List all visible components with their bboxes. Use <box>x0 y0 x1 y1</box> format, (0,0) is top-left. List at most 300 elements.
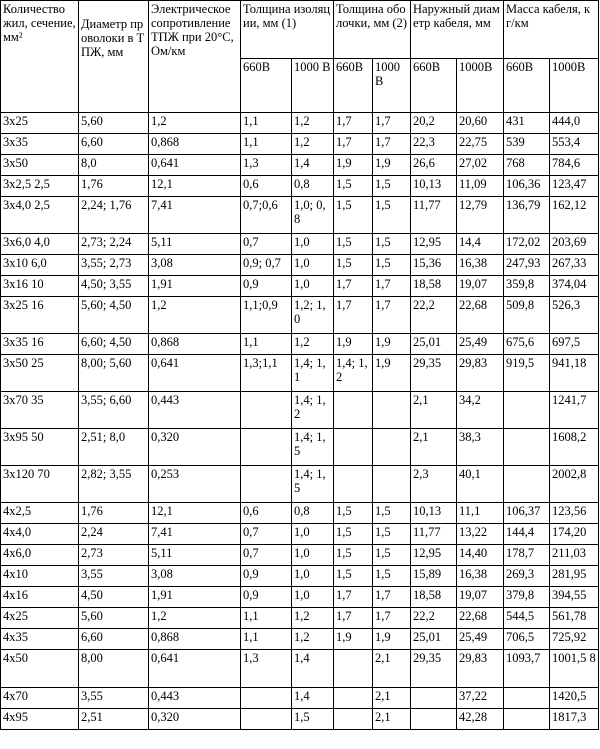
table-cell <box>334 429 373 466</box>
table-cell: 3,55 <box>79 688 149 709</box>
table-cell: 1,5 <box>373 524 411 545</box>
table-cell: 27,02 <box>457 155 504 176</box>
table-cell: 25,49 <box>457 629 504 650</box>
table-cell: 2,51; 8,0 <box>79 429 149 466</box>
table-cell: 14,4 <box>457 234 504 255</box>
table-cell <box>334 709 373 730</box>
table-cell <box>241 392 292 429</box>
table-row <box>1 545 599 566</box>
table-cell: 1,7 <box>334 134 373 155</box>
table-cell: 4х2,5 <box>1 503 79 524</box>
table-row <box>1 255 599 276</box>
table-cell: 3х35 <box>1 134 79 155</box>
table-cell: 269,3 <box>504 566 550 587</box>
table-cell: 1,4 <box>292 688 334 709</box>
table-row <box>1 134 599 155</box>
table-cell: 3х6,0 4,0 <box>1 234 79 255</box>
table-cell: 1,9 <box>373 355 411 392</box>
table-cell: 1,5 <box>334 566 373 587</box>
header-count-section: Количество жил, сечение, мм² <box>1 1 79 113</box>
table-cell: 11,77 <box>411 524 457 545</box>
table-cell: 2,1 <box>373 688 411 709</box>
table-cell: 10,13 <box>411 503 457 524</box>
table-cell: 539 <box>504 134 550 155</box>
table-cell: 4х70 <box>1 688 79 709</box>
table-cell: 1,3 <box>241 155 292 176</box>
table-cell: 1,7 <box>334 276 373 297</box>
table-cell: 34,2 <box>457 392 504 429</box>
table-cell: 675,6 <box>504 334 550 355</box>
table-cell: 2,24 <box>79 524 149 545</box>
table-cell: 1,2 <box>149 297 241 334</box>
table-cell: 22,2 <box>411 608 457 629</box>
table-cell: 1,91 <box>149 276 241 297</box>
subheader-mass-660v: 660В <box>504 59 550 113</box>
subheader-diameter-1000v: 1000В <box>457 59 504 113</box>
table-row <box>1 429 599 466</box>
table-cell: 29,83 <box>457 355 504 392</box>
table-cell: 267,33 <box>550 255 599 276</box>
table-cell: 0,9 <box>241 566 292 587</box>
table-cell: 1,4; 1,5 <box>292 466 334 503</box>
table-cell: 0,8 <box>292 176 334 197</box>
table-cell <box>504 466 550 503</box>
table-cell: 1,7 <box>334 608 373 629</box>
table-cell: 5,60; 4,50 <box>79 297 149 334</box>
table-cell: 0,253 <box>149 466 241 503</box>
table-cell: 1420,5 <box>550 688 599 709</box>
table-cell: 162,12 <box>550 197 599 234</box>
table-cell: 2002,8 <box>550 466 599 503</box>
table-cell: 1,4; 1,5 <box>292 429 334 466</box>
table-cell <box>504 688 550 709</box>
table-cell: 1,2 <box>292 608 334 629</box>
table-cell: 1,0 <box>292 255 334 276</box>
table-cell: 1,7 <box>334 587 373 608</box>
table-cell: 4х25 <box>1 608 79 629</box>
table-cell: 0,443 <box>149 688 241 709</box>
table-cell: 0,868 <box>149 334 241 355</box>
table-cell: 1,4; 1,2 <box>334 355 373 392</box>
table-cell: 768 <box>504 155 550 176</box>
table-cell: 22,68 <box>457 608 504 629</box>
table-cell: 1,5 <box>334 545 373 566</box>
table-cell <box>373 392 411 429</box>
table-cell: 8,00 <box>79 650 149 688</box>
table-cell: 1241,7 <box>550 392 599 429</box>
table-row <box>1 709 599 730</box>
table-cell: 2,82; 3,55 <box>79 466 149 503</box>
table-cell: 12,95 <box>411 545 457 566</box>
table-cell: 144,4 <box>504 524 550 545</box>
table-cell: 4х35 <box>1 629 79 650</box>
table-cell: 3,55; 6,60 <box>79 392 149 429</box>
table-cell: 1,5 <box>334 197 373 234</box>
table-row <box>1 392 599 429</box>
table-cell: 1,9 <box>373 629 411 650</box>
table-cell: 2,1 <box>373 709 411 730</box>
table-row <box>1 276 599 297</box>
table-cell <box>334 688 373 709</box>
table-cell: 1,9 <box>334 155 373 176</box>
table-row <box>1 197 599 234</box>
table-cell: 7,41 <box>149 524 241 545</box>
table-cell: 5,60 <box>79 608 149 629</box>
table-cell: 1,5 <box>373 255 411 276</box>
table-cell: 11,1 <box>457 503 504 524</box>
table-cell: 16,38 <box>457 566 504 587</box>
cable-spec-rows <box>1 113 599 730</box>
table-row <box>1 176 599 197</box>
table-cell: 3х25 16 <box>1 297 79 334</box>
table-cell <box>334 650 373 688</box>
table-cell: 1,0; 0,8 <box>292 197 334 234</box>
table-cell: 203,69 <box>550 234 599 255</box>
header-mass: Масса кабеля, кг/км <box>504 1 599 59</box>
table-cell: 12,1 <box>149 176 241 197</box>
table-cell: 725,92 <box>550 629 599 650</box>
table-cell: 0,868 <box>149 629 241 650</box>
table-cell: 1,7 <box>334 297 373 334</box>
table-cell: 0,641 <box>149 650 241 688</box>
table-cell: 281,95 <box>550 566 599 587</box>
table-cell: 526,3 <box>550 297 599 334</box>
table-cell: 5,11 <box>149 234 241 255</box>
table-cell: 1001,5 8 <box>550 650 599 688</box>
table-cell: 1,3 <box>241 650 292 688</box>
table-cell: 1093,7 <box>504 650 550 688</box>
table-cell: 1,4 <box>292 155 334 176</box>
table-cell: 8,0 <box>79 155 149 176</box>
table-cell: 22,68 <box>457 297 504 334</box>
table-cell: 11,77 <box>411 197 457 234</box>
table-cell: 1,1 <box>241 134 292 155</box>
table-cell: 6,60 <box>79 629 149 650</box>
table-cell: 37,22 <box>457 688 504 709</box>
table-cell: 1,2 <box>292 334 334 355</box>
table-cell: 0,7 <box>241 234 292 255</box>
table-cell: 0,443 <box>149 392 241 429</box>
table-cell: 29,35 <box>411 650 457 688</box>
table-cell: 14,40 <box>457 545 504 566</box>
table-cell: 18,58 <box>411 587 457 608</box>
table-cell: 359,8 <box>504 276 550 297</box>
table-cell: 20,2 <box>411 113 457 134</box>
table-cell: 0,320 <box>149 709 241 730</box>
table-cell: 40,1 <box>457 466 504 503</box>
table-cell: 0,7;0,6 <box>241 197 292 234</box>
table-cell: 25,01 <box>411 629 457 650</box>
table-row <box>1 234 599 255</box>
table-cell: 1,2 <box>149 113 241 134</box>
table-cell: 2,24; 1,76 <box>79 197 149 234</box>
table-cell: 19,07 <box>457 276 504 297</box>
table-cell: 12,1 <box>149 503 241 524</box>
table-cell: 379,8 <box>504 587 550 608</box>
subheader-sheath-660v: 660В <box>334 59 373 113</box>
table-cell: 1,9 <box>334 629 373 650</box>
table-row <box>1 503 599 524</box>
table-cell: 1,9 <box>334 334 373 355</box>
table-cell: 1608,2 <box>550 429 599 466</box>
table-cell: 0,8 <box>292 503 334 524</box>
table-cell <box>504 392 550 429</box>
table-cell: 26,6 <box>411 155 457 176</box>
table-cell: 1,2 <box>292 134 334 155</box>
table-cell: 123,47 <box>550 176 599 197</box>
header-outer-diameter: Наружный диаметр кабеля, мм <box>411 1 504 59</box>
header-insulation: Толщина изоляции, мм (1) <box>241 1 334 59</box>
table-row <box>1 355 599 392</box>
table-cell: 1,5 <box>292 709 334 730</box>
table-cell: 0,9; 0,7 <box>241 255 292 276</box>
table-cell: 1,7 <box>373 113 411 134</box>
table-cell: 25,01 <box>411 334 457 355</box>
table-cell <box>504 709 550 730</box>
table-cell: 211,03 <box>550 545 599 566</box>
table-cell: 1,5 <box>373 545 411 566</box>
table-row <box>1 113 599 134</box>
table-cell <box>241 688 292 709</box>
table-row <box>1 629 599 650</box>
table-cell: 1,0 <box>292 587 334 608</box>
table-cell <box>241 466 292 503</box>
table-cell: 20,60 <box>457 113 504 134</box>
table-cell: 4,50 <box>79 587 149 608</box>
table-cell: 1,7 <box>373 134 411 155</box>
table-cell: 1,7 <box>373 297 411 334</box>
table-cell: 178,7 <box>504 545 550 566</box>
table-cell: 4х50 <box>1 650 79 688</box>
table-row <box>1 466 599 503</box>
subheader-insulation-1000v: 1000 В <box>292 59 334 113</box>
table-cell: 2,73; 2,24 <box>79 234 149 255</box>
table-cell: 4х16 <box>1 587 79 608</box>
table-cell: 1,1 <box>241 608 292 629</box>
table-cell: 29,83 <box>457 650 504 688</box>
table-cell: 1,0 <box>292 276 334 297</box>
subheader-mass-1000v: 1000В <box>550 59 599 113</box>
table-cell: 1,7 <box>373 608 411 629</box>
table-cell: 3х10 6,0 <box>1 255 79 276</box>
table-cell: 29,35 <box>411 355 457 392</box>
table-cell: 11,09 <box>457 176 504 197</box>
table-cell: 1,2 <box>292 629 334 650</box>
table-cell: 1,7 <box>373 276 411 297</box>
table-cell: 1,5 <box>334 255 373 276</box>
table-cell: 42,28 <box>457 709 504 730</box>
table-cell: 1,2 <box>292 113 334 134</box>
table-cell: 1,5 <box>334 524 373 545</box>
table-cell <box>241 709 292 730</box>
table-cell: 22,75 <box>457 134 504 155</box>
table-cell: 3х50 <box>1 155 79 176</box>
table-cell: 1,0 <box>292 234 334 255</box>
table-cell: 7,41 <box>149 197 241 234</box>
table-row <box>1 688 599 709</box>
table-cell: 106,37 <box>504 503 550 524</box>
table-row <box>1 587 599 608</box>
table-cell: 1,0 <box>292 566 334 587</box>
table-cell: 247,93 <box>504 255 550 276</box>
table-cell: 4,50; 3,55 <box>79 276 149 297</box>
header-wire-diameter: Диаметр проволоки в ТПЖ, мм <box>79 1 149 113</box>
header-sheath: Толщина оболочки, мм (2) <box>334 1 411 59</box>
table-row <box>1 155 599 176</box>
table-cell: 919,5 <box>504 355 550 392</box>
table-cell: 0,7 <box>241 545 292 566</box>
table-cell: 1,5 <box>373 176 411 197</box>
table-cell: 1,1;0,9 <box>241 297 292 334</box>
table-cell: 1,3;1,1 <box>241 355 292 392</box>
header-resistance: Электрическое сопротивление ТПЖ при 20°С, Ом/км <box>149 1 241 113</box>
table-cell <box>411 709 457 730</box>
table-cell: 15,89 <box>411 566 457 587</box>
table-cell: 1,2 <box>149 608 241 629</box>
table-cell <box>334 392 373 429</box>
table-cell: 3х50 25 <box>1 355 79 392</box>
table-row <box>1 297 599 334</box>
table-cell: 374,04 <box>550 276 599 297</box>
table-cell: 561,78 <box>550 608 599 629</box>
table-cell: 3х4,0 2,5 <box>1 197 79 234</box>
table-cell: 1,4; 1,2 <box>292 392 334 429</box>
table-cell: 394,55 <box>550 587 599 608</box>
table-cell: 2,1 <box>411 429 457 466</box>
table-cell: 3х120 70 <box>1 466 79 503</box>
table-cell: 1,5 <box>334 234 373 255</box>
table-cell: 13,22 <box>457 524 504 545</box>
table-cell: 12,95 <box>411 234 457 255</box>
table-cell: 4х10 <box>1 566 79 587</box>
table-cell: 4х6,0 <box>1 545 79 566</box>
table-cell: 1,1 <box>241 334 292 355</box>
table-cell: 0,320 <box>149 429 241 466</box>
table-cell: 1,0 <box>292 545 334 566</box>
table-cell: 3х35 16 <box>1 334 79 355</box>
table-cell: 509,8 <box>504 297 550 334</box>
table-row <box>1 334 599 355</box>
table-cell: 3х70 35 <box>1 392 79 429</box>
table-cell <box>334 466 373 503</box>
table-cell: 544,5 <box>504 608 550 629</box>
table-cell: 2,3 <box>411 466 457 503</box>
table-cell: 1,9 <box>373 334 411 355</box>
table-cell: 4х95 <box>1 709 79 730</box>
table-cell: 431 <box>504 113 550 134</box>
table-cell: 1817,3 <box>550 709 599 730</box>
table-cell: 1,5 <box>334 176 373 197</box>
table-cell: 1,7 <box>334 113 373 134</box>
table-cell: 697,5 <box>550 334 599 355</box>
table-cell: 12,79 <box>457 197 504 234</box>
table-cell: 706,5 <box>504 629 550 650</box>
table-cell: 3,08 <box>149 255 241 276</box>
table-cell: 22,2 <box>411 297 457 334</box>
table-cell: 1,1 <box>241 113 292 134</box>
table-cell: 1,76 <box>79 503 149 524</box>
table-row <box>1 566 599 587</box>
table-cell: 174,20 <box>550 524 599 545</box>
table-cell: 0,9 <box>241 587 292 608</box>
table-cell: 0,868 <box>149 134 241 155</box>
subheader-sheath-1000v: 1000 В <box>373 59 411 113</box>
table-cell: 1,4 <box>292 650 334 688</box>
table-cell: 19,07 <box>457 587 504 608</box>
table-cell: 0,6 <box>241 503 292 524</box>
table-cell <box>411 688 457 709</box>
table-cell: 136,79 <box>504 197 550 234</box>
table-cell: 2,73 <box>79 545 149 566</box>
table-cell: 1,76 <box>79 176 149 197</box>
table-cell: 3,08 <box>149 566 241 587</box>
table-row <box>1 650 599 688</box>
subheader-insulation-660v: 660В <box>241 59 292 113</box>
table-cell: 2,51 <box>79 709 149 730</box>
table-cell: 3,55; 2,73 <box>79 255 149 276</box>
table-cell: 3,55 <box>79 566 149 587</box>
table-cell: 553,4 <box>550 134 599 155</box>
table-cell: 22,3 <box>411 134 457 155</box>
table-cell: 1,91 <box>149 587 241 608</box>
table-cell: 15,36 <box>411 255 457 276</box>
table-cell: 1,1 <box>241 629 292 650</box>
table-cell: 18,58 <box>411 276 457 297</box>
table-cell: 3х25 <box>1 113 79 134</box>
table-cell: 0,9 <box>241 276 292 297</box>
subheader-diameter-660v: 660В <box>411 59 457 113</box>
table-cell: 3х95 50 <box>1 429 79 466</box>
table-cell: 0,641 <box>149 355 241 392</box>
table-cell: 16,38 <box>457 255 504 276</box>
table-cell: 1,7 <box>373 587 411 608</box>
table-cell: 2,1 <box>411 392 457 429</box>
table-cell: 3х2,5 2,5 <box>1 176 79 197</box>
table-cell: 1,4; 1,1 <box>292 355 334 392</box>
table-cell: 1,5 <box>373 503 411 524</box>
table-cell: 172,02 <box>504 234 550 255</box>
table-cell: 1,2; 1,0 <box>292 297 334 334</box>
table-cell: 6,60 <box>79 134 149 155</box>
table-row <box>1 524 599 545</box>
table-cell: 2,1 <box>373 650 411 688</box>
table-cell: 784,6 <box>550 155 599 176</box>
table-cell: 1,5 <box>373 234 411 255</box>
table-cell: 5,11 <box>149 545 241 566</box>
table-cell: 0,641 <box>149 155 241 176</box>
table-cell: 4х4,0 <box>1 524 79 545</box>
table-cell: 3х16 10 <box>1 276 79 297</box>
table-cell: 1,5 <box>373 197 411 234</box>
table-cell: 0,7 <box>241 524 292 545</box>
table-cell: 1,0 <box>292 524 334 545</box>
table-cell: 1,5 <box>373 566 411 587</box>
table-cell: 38,3 <box>457 429 504 466</box>
table-cell: 1,5 <box>334 503 373 524</box>
table-cell <box>373 429 411 466</box>
table-cell: 5,60 <box>79 113 149 134</box>
table-cell: 1,9 <box>373 155 411 176</box>
table-row <box>1 608 599 629</box>
table-cell <box>504 429 550 466</box>
table-cell: 0,6 <box>241 176 292 197</box>
table-cell: 6,60; 4,50 <box>79 334 149 355</box>
table-cell <box>373 466 411 503</box>
table-cell <box>241 429 292 466</box>
table-cell: 8,00; 5,60 <box>79 355 149 392</box>
table-cell: 123,56 <box>550 503 599 524</box>
table-cell: 444,0 <box>550 113 599 134</box>
